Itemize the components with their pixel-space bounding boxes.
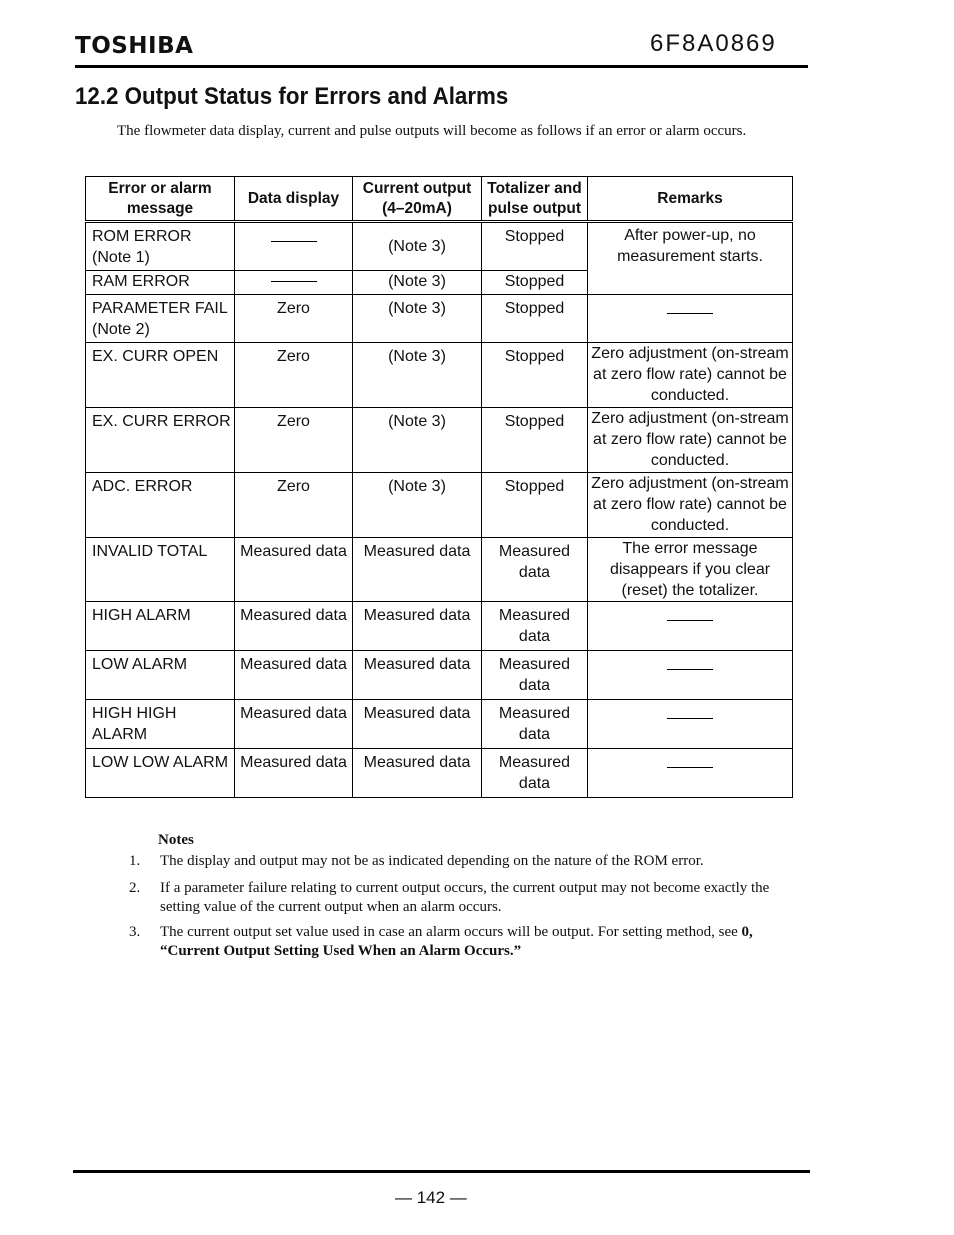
table-row — [86, 295, 793, 343]
dash-mark — [667, 718, 713, 719]
notes-title: Notes — [158, 832, 194, 848]
section-title: 12.2 Output Status for Errors and Alarms — [75, 83, 509, 110]
cell-display: Zero — [235, 473, 353, 538]
cell-message: HIGH HIGH ALARM — [86, 700, 235, 749]
header-message: Error or alarm message — [86, 177, 235, 222]
note-number: 2. — [129, 880, 141, 896]
cell-message: LOW ALARM — [86, 651, 235, 700]
table-row — [86, 700, 793, 749]
cell-totalizer: Measured data — [482, 602, 588, 651]
cell-current: (Note 3) — [353, 222, 482, 271]
table-row — [86, 408, 793, 473]
table-header-row — [86, 177, 793, 222]
cell-current: (Note 3) — [353, 295, 482, 343]
dash-mark — [271, 281, 317, 282]
note-reference: 0, “Current Output Setting Used When an Alarm Occurs.” — [160, 924, 753, 959]
cell-totalizer: Stopped — [482, 222, 588, 271]
dash-mark — [667, 669, 713, 670]
cell-totalizer: Measured data — [482, 651, 588, 700]
cell-display: Measured data — [235, 700, 353, 749]
cell-remarks — [588, 295, 793, 343]
cell-current: Measured data — [353, 651, 482, 700]
cell-message: HIGH ALARM — [86, 602, 235, 651]
note-text: The display and output may not be as indicated depending on the nature of the ROM error. — [160, 853, 704, 869]
intro-paragraph: The flowmeter data display, current and pulse outputs will become as follows if an error or alarm occurs. — [117, 123, 747, 139]
cell-display: Zero — [235, 408, 353, 473]
document-number: 6F8A0869 — [650, 30, 777, 57]
cell-remarks: After power-up, no measurement starts. — [588, 222, 793, 295]
cell-remarks: Zero adjustment (on-stream at zero flow rate) cannot be conducted. — [588, 473, 793, 538]
cell-current: Measured data — [353, 700, 482, 749]
note-text: If a parameter failure relating to current output occurs, the current output may not become exactly the setting value of the current output when an alarm occurs. — [160, 880, 770, 915]
cell-remarks: Zero adjustment (on-stream at zero flow rate) cannot be conducted. — [588, 408, 793, 473]
cell-message: INVALID TOTAL — [86, 538, 235, 602]
cell-display: Measured data — [235, 749, 353, 798]
cell-current: Measured data — [353, 602, 482, 651]
note-number: 3. — [129, 924, 141, 940]
table-row — [86, 749, 793, 798]
dash-mark — [667, 767, 713, 768]
cell-message: LOW LOW ALARM — [86, 749, 235, 798]
dash-mark — [667, 313, 713, 314]
footer-rule — [73, 1170, 810, 1173]
cell-message: EX. CURR OPEN — [86, 343, 235, 408]
cell-message: PARAMETER FAIL (Note 2) — [86, 295, 235, 343]
cell-display — [235, 222, 353, 271]
cell-display: Measured data — [235, 538, 353, 602]
cell-totalizer: Measured data — [482, 538, 588, 602]
header-remarks: Remarks — [588, 177, 793, 222]
cell-totalizer: Measured data — [482, 749, 588, 798]
table-row — [86, 602, 793, 651]
cell-message: EX. CURR ERROR — [86, 408, 235, 473]
cell-remarks: Zero adjustment (on-stream at zero flow rate) cannot be conducted. — [588, 343, 793, 408]
cell-totalizer: Stopped — [482, 295, 588, 343]
cell-current: (Note 3) — [353, 408, 482, 473]
cell-display — [235, 271, 353, 295]
cell-totalizer: Stopped — [482, 343, 588, 408]
cell-totalizer: Stopped — [482, 408, 588, 473]
table-row — [86, 222, 793, 271]
cell-remarks — [588, 700, 793, 749]
cell-message: RAM ERROR — [86, 271, 235, 295]
cell-remarks — [588, 602, 793, 651]
header-totalizer: Totalizer and pulse output — [482, 177, 588, 222]
cell-current: (Note 3) — [353, 343, 482, 408]
cell-totalizer: Measured data — [482, 700, 588, 749]
cell-remarks — [588, 749, 793, 798]
table-row — [86, 651, 793, 700]
note-number: 1. — [129, 853, 141, 869]
table-row — [86, 538, 793, 602]
cell-current: (Note 3) — [353, 473, 482, 538]
cell-current: Measured data — [353, 749, 482, 798]
cell-message: ADC. ERROR — [86, 473, 235, 538]
page-number: — 142 — — [395, 1188, 467, 1207]
cell-current: (Note 3) — [353, 271, 482, 295]
header-display: Data display — [235, 177, 353, 222]
header-current: Current output (4–20mA) — [353, 177, 482, 222]
cell-display: Measured data — [235, 651, 353, 700]
header-rule — [75, 65, 808, 68]
dash-mark — [667, 620, 713, 621]
cell-current: Measured data — [353, 538, 482, 602]
cell-message: ROM ERROR (Note 1) — [86, 222, 235, 271]
cell-remarks — [588, 651, 793, 700]
cell-totalizer: Stopped — [482, 473, 588, 538]
note-item — [129, 923, 790, 961]
note-text: The current output set value used in case an alarm occurs will be output. For setting method, see — [160, 924, 738, 940]
cell-remarks: The error message disappears if you clear (reset) the totalizer. — [588, 538, 793, 602]
cell-totalizer: Stopped — [482, 271, 588, 295]
dash-mark — [271, 241, 317, 242]
note-item — [129, 852, 800, 871]
cell-display: Zero — [235, 295, 353, 343]
cell-display: Measured data — [235, 602, 353, 651]
table-row — [86, 343, 793, 408]
cell-display: Zero — [235, 343, 353, 408]
brand-logo: TOSHIBA — [75, 33, 194, 59]
note-item — [129, 879, 790, 917]
output-status-table — [85, 176, 793, 798]
table-row — [86, 473, 793, 538]
